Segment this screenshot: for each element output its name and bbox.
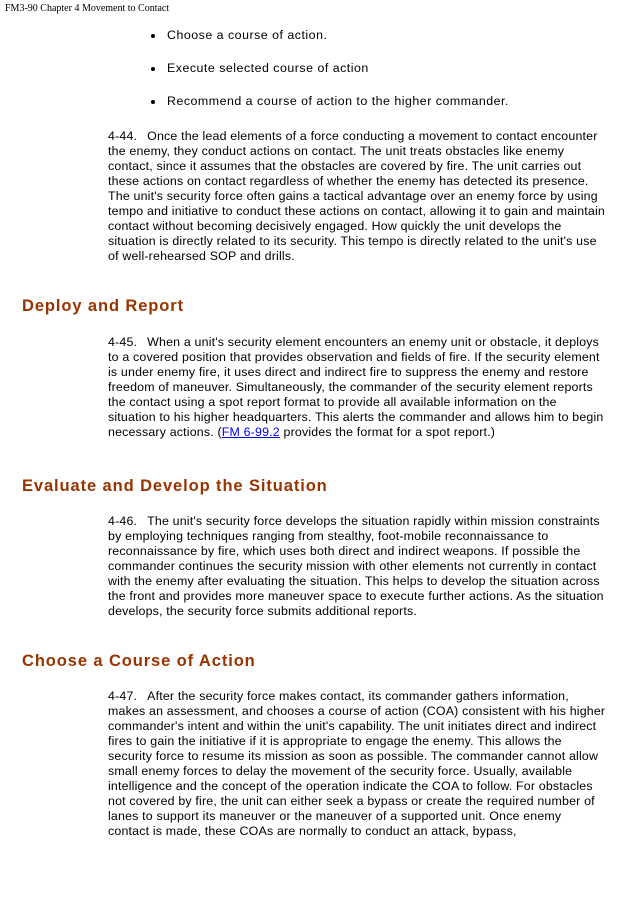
section-heading-deploy-and-report: Deploy and Report xyxy=(22,297,184,315)
bullet-item: Recommend a course of action to the higher commander. xyxy=(148,93,509,109)
section-heading-choose-a-course-of-action: Choose a Course of Action xyxy=(22,652,256,670)
paragraph-text: When a unit's security element encounters an enemy unit or obstacle, it deploys to a covered position that provides observation and fields of fire. If the security element is under enemy fire, it uses direct and indirect fire to suppress the enemy and restore freedom of maneuver. Simultaneously, the commander of the security element reports the contact using a spot report format to provide all available information on the situation to his higher headquarters. This alerts the commander and allows him to begin necessary actions. ( xyxy=(108,335,604,439)
paragraph-number: 4-45. xyxy=(108,335,138,349)
bullet-item: Choose a course of action. xyxy=(148,27,509,43)
paragraph-4-47 xyxy=(108,689,606,839)
paragraph-4-46 xyxy=(108,514,606,619)
fm-6-99-2-link[interactable]: FM 6-99.2 xyxy=(221,425,280,439)
paragraph-number: 4-46. xyxy=(108,514,138,528)
paragraph-number: 4-44. xyxy=(108,129,138,143)
paragraph-number: 4-47. xyxy=(108,689,138,703)
paragraph-4-44 xyxy=(108,129,606,264)
paragraph-4-45 xyxy=(108,335,606,440)
paragraph-text: After the security force makes contact, its commander gathers information, makes an assessment, and chooses a course of action (COA) consistent with his higher commander's intent and within the unit's capability. The unit initiates direct and indirect fires to gain the initiative if it is appropriate to engage the enemy. This allows the security force to resume its mission as soon as possible. The commander cannot allow small enemy forces to delay the movement of the security force. Usually, available intelligence and the concept of the operation indicate the COA to follow. For obstacles not covered by fire, the unit can either seek a bypass or create the required number of lanes to support its maneuver or the maneuver of a supported unit. Once enemy contact is made, these COAs are normally to conduct an attack, bypass, xyxy=(108,689,606,838)
paragraph-text: Once the lead elements of a force conducting a movement to contact encounter the enemy, they conduct actions on contact. The unit treats obstacles like enemy contact, since it assumes that the obstacles are covered by fire. The unit carries out these actions on contact regardless of whether the enemy has detected its presence. The unit's security force often gains a tactical advantage over an enemy force by using tempo and initiative to conduct these actions on contact, allowing it to gain and maintain contact without becoming decisively engaged. How quickly the unit develops the situation is directly related to its security. This tempo is directly related to the unit's use of well-rehearsed SOP and drills. xyxy=(108,129,605,263)
section-heading-evaluate-and-develop: Evaluate and Develop the Situation xyxy=(22,477,328,495)
paragraph-text: The unit's security force develops the situation rapidly within mission constraints by employing techniques ranging from stealthy, foot-mobile reconnaissance to reconnaissance by fire, which uses both direct and indirect weapons. If possible the commander continues the security mission with other elements not currently in contact with the enemy after evaluating the situation. This helps to develop the situation across the front and provides more maneuver space to execute further actions. As the situation develops, the security force submits additional reports. xyxy=(108,514,604,618)
paragraph-text-end: provides the format for a spot report.) xyxy=(279,425,496,439)
action-bullet-list xyxy=(148,27,509,126)
running-header: FM3-90 Chapter 4 Movement to Contact xyxy=(5,3,170,14)
bullet-item: Execute selected course of action xyxy=(148,60,509,76)
